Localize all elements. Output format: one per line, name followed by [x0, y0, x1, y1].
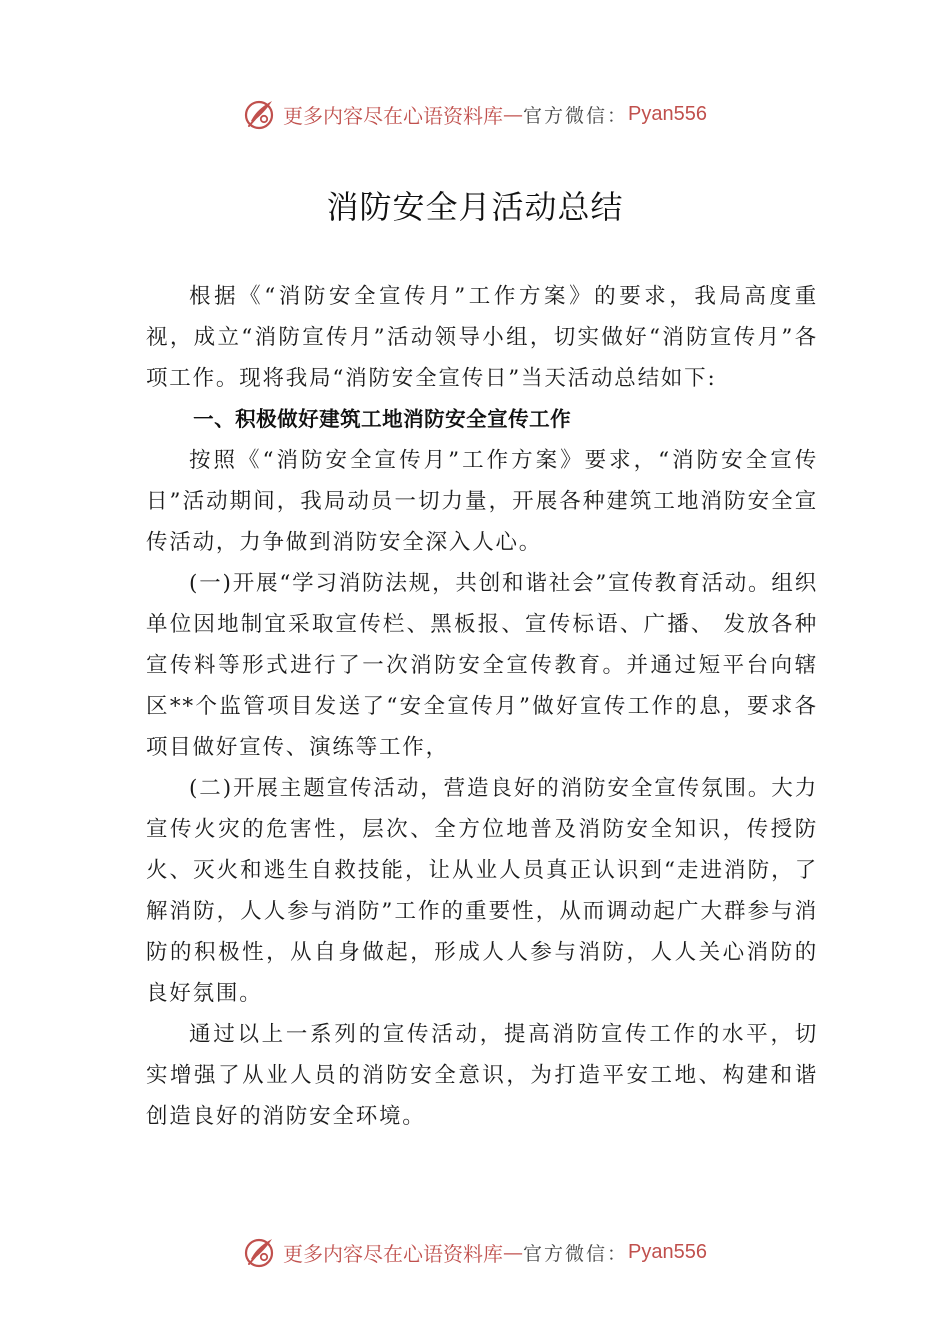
document-title: 消防安全月活动总结: [326, 188, 624, 226]
watermark-brand-text: 更多内容尽在心语资料库: [283, 1241, 503, 1266]
watermark-wechat-label: 官方微信：: [523, 104, 629, 127]
watermark-wechat-id: Pyan556: [628, 102, 707, 125]
document-body: [146, 276, 818, 1137]
paragraph-item-2: (二)开展主题宣传活动，营造良好的消防安全宣传氛围。大力宣传火灾的危害性，层次、全方位地普及消防安全知识，传授防火、灭火和逃生自救技能，让从业人员真正认识到“走进消防，了解消防，人人参与消防”工作的重要性，从而调动起广大群参与消防的积极性，从自身做起，形成人人参与消防，人人关心消防的良好氛围。: [146, 776, 818, 1006]
feather-swirl-logo-icon: [243, 97, 277, 131]
watermark-dash: —: [503, 1240, 523, 1264]
watermark-dash: —: [503, 102, 523, 126]
watermark-wechat-label: 官方微信：: [523, 1242, 629, 1265]
section-heading-1: 一、积极做好建筑工地消防安全宣传工作: [193, 407, 572, 431]
feather-swirl-logo-icon: [243, 1235, 277, 1269]
watermark-banner-top: [0, 94, 950, 134]
watermark-brand-text: 更多内容尽在心语资料库: [283, 103, 503, 128]
paragraph-section-1: 按照《“消防安全宣传月”工作方案》要求，“消防安全宣传日”活动期间，我局动员一切力量，开展各种建筑工地消防安全宣传活动，力争做到消防安全深入人心。: [146, 448, 818, 555]
watermark-banner-bottom: [0, 1232, 950, 1272]
paragraph-item-1: (一)开展“学习消防法规，共创和谐社会”宣传教育活动。组织单位因地制宜采取宣传栏、黑板报、宣传标语、广播、 发放各种宣传料等形式进行了一次消防安全宣传教育。并通过短平台向辖区**个监管项目发送了“安全宣传月”做好宣传工作的息，要求各项目做好宣传、演练等工作，: [146, 571, 818, 760]
paragraph-intro: 根据《“消防安全宣传月”工作方案》的要求，我局高度重视，成立“消防宣传月”活动领导小组，切实做好“消防宣传月”各项工作。现将我局“消防安全宣传日”当天活动总结如下:: [146, 284, 818, 391]
watermark-wechat-id: Pyan556: [628, 1240, 707, 1263]
paragraph-conclusion: 通过以上一系列的宣传活动，提高消防宣传工作的水平，切实增强了从业人员的消防安全意识，为打造平安工地、构建和谐创造良好的消防安全环境。: [146, 1022, 818, 1129]
